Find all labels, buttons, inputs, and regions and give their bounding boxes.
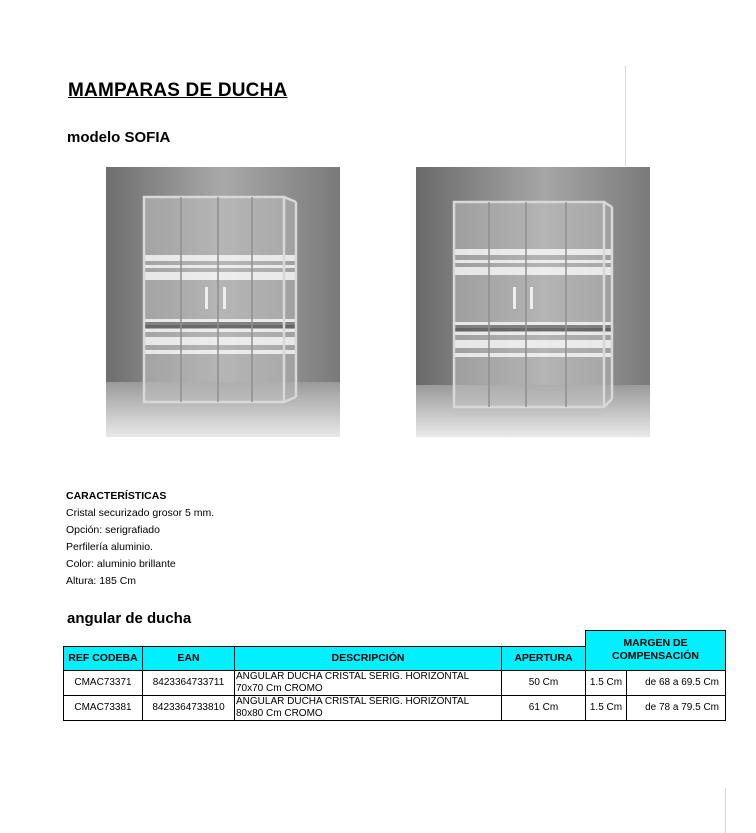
- cell-apertura: 61 Cm: [502, 695, 586, 720]
- cell-desc: [235, 695, 502, 720]
- model-title: modelo SOFIA: [67, 129, 171, 146]
- header-desc: DESCRIPCIÓN: [235, 646, 502, 670]
- page-margin-line-bottom: [725, 788, 726, 833]
- desc-line: 70x70 Cm CROMO: [236, 682, 323, 694]
- desc-line: ANGULAR DUCHA CRISTAL SERIG. HORIZONTAL: [236, 670, 470, 682]
- feature-item: Altura: 185 Cm: [66, 575, 137, 587]
- table-row: [64, 670, 726, 695]
- shower-photo-side: [416, 167, 650, 437]
- feature-item: Cristal securizado grosor 5 mm.: [66, 507, 215, 519]
- feature-item: Perfilería aluminio.: [66, 541, 153, 553]
- cell-margen: 1.5 Cm: [586, 670, 627, 695]
- section-title: angular de ducha: [67, 610, 192, 627]
- desc-line: ANGULAR DUCHA CRISTAL SERIG. HORIZONTAL: [236, 695, 470, 707]
- shower-photo-front: [106, 167, 340, 437]
- product-table: [63, 630, 726, 721]
- desc-line: 80x80 Cm CROMO: [236, 707, 323, 719]
- header-margen: MARGEN DE COMPENSACIÓN: [586, 631, 726, 671]
- cell-apertura: 50 Cm: [502, 670, 586, 695]
- features-title: CARACTERÍSTICAS: [66, 490, 167, 502]
- feature-item: Color: aluminio brillante: [66, 558, 176, 570]
- feature-item: Opción: serigrafiado: [66, 524, 160, 536]
- cell-rango: de 78 a 79.5 Cm: [627, 695, 726, 720]
- cell-margen: 1.5 Cm: [586, 695, 627, 720]
- table-row: [64, 695, 726, 720]
- cell-rango: de 68 a 69.5 Cm: [627, 670, 726, 695]
- header-apertura: APERTURA: [502, 646, 586, 670]
- header-ref: REF CODEBA: [64, 646, 143, 670]
- features-list: [66, 488, 214, 590]
- page-title: MAMPARAS DE DUCHA: [68, 80, 288, 101]
- cell-ref: CMAC73381: [64, 695, 143, 720]
- cell-ref: CMAC73371: [64, 670, 143, 695]
- cell-ean: 8423364733810: [143, 695, 235, 720]
- cell-ean: 8423364733711: [143, 670, 235, 695]
- header-ean: EAN: [143, 646, 235, 670]
- page-margin-line: [625, 66, 626, 166]
- cell-desc: [235, 670, 502, 695]
